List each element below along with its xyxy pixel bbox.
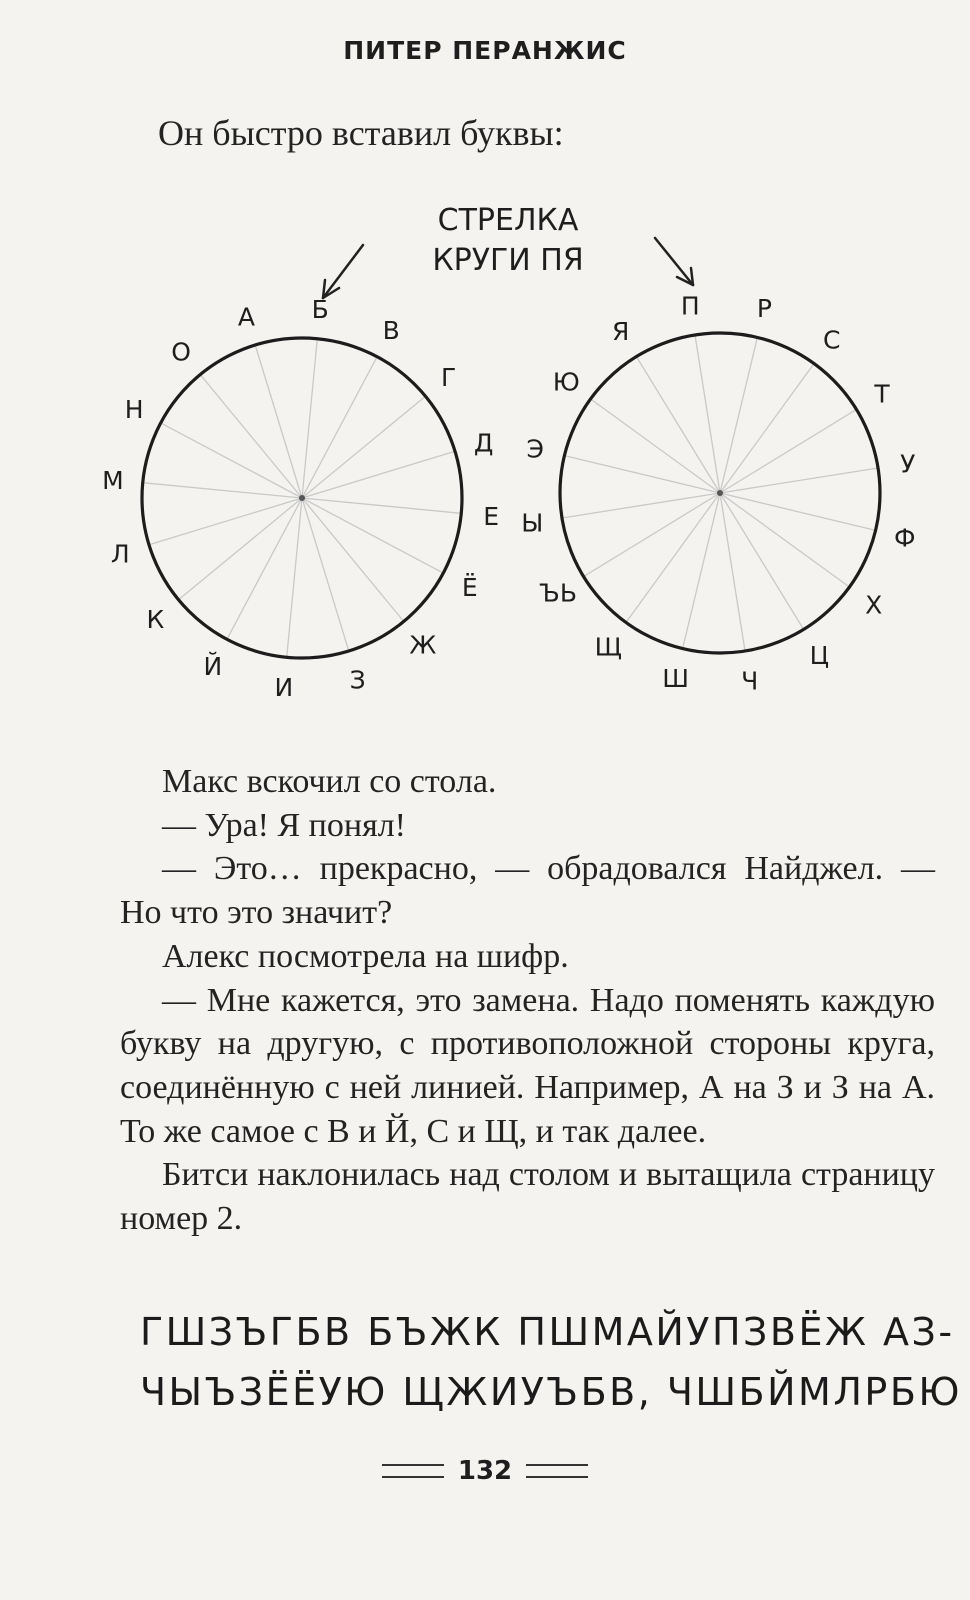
right-wheel-spoke: [564, 456, 720, 493]
right-wheel-spoke: [720, 337, 757, 493]
right-wheel-spoke: [591, 399, 720, 493]
page-footer: [0, 1456, 970, 1486]
page-number: 132: [457, 1456, 513, 1486]
body-text: [120, 760, 935, 1241]
right-wheel-letter: Р: [756, 294, 772, 324]
left-wheel-letter: О: [171, 337, 191, 367]
right-wheel-letter: Ч: [741, 666, 759, 696]
left-wheel-spoke: [302, 498, 349, 651]
right-wheel-letter: У: [900, 449, 916, 479]
right-arrow: [655, 238, 693, 285]
paragraph-3: — Это… прекрасно, — обрадовался Найджел. —: [162, 850, 935, 888]
right-wheel-spoke: [683, 493, 720, 649]
figure-caption-line-1: СТРЕЛКА: [437, 203, 579, 238]
cipher-line-1: ГШЗЪГБВ БЪЖК ПШМАЙУПЗВЁЖ АЗ-: [140, 1310, 955, 1354]
left-wheel-letter: З: [349, 665, 366, 695]
left-wheel-letter: Б: [311, 294, 329, 324]
left-cipher-wheel: [102, 295, 499, 702]
right-wheel-letter: Щ: [594, 632, 622, 662]
right-wheel-letter: Х: [865, 590, 883, 620]
intro-line: Он быстро вставил буквы:: [158, 113, 564, 153]
paragraph-4: Но что это значит?: [120, 894, 393, 932]
right-cipher-wheel: [521, 291, 915, 695]
right-wheel-letter: Ю: [552, 367, 580, 397]
left-wheel-letter: Й: [203, 651, 223, 681]
left-wheel-letter: Л: [110, 539, 130, 569]
right-wheel-letter: П: [680, 291, 700, 321]
right-wheel-spoke: [720, 493, 876, 530]
right-wheel-spoke: [626, 493, 720, 622]
right-wheel-letter: ЪЬ: [539, 578, 577, 608]
left-wheel-spoke: [255, 345, 302, 498]
left-wheel-letter: Ё: [461, 573, 478, 603]
right-wheel-letter: Я: [612, 317, 630, 346]
cipher-text: [140, 1302, 962, 1422]
right-wheel-letter: Ц: [809, 641, 830, 670]
left-wheel-spoke: [302, 498, 404, 622]
footer-rule-left: [382, 1464, 444, 1478]
left-wheel-letter: Д: [473, 428, 494, 458]
left-wheel-spoke: [179, 498, 303, 600]
left-wheel-letter: К: [146, 604, 165, 634]
right-wheel-letter: Ф: [894, 523, 916, 553]
left-wheel-letter: А: [237, 302, 255, 332]
cipher-wheels-figure: [95, 190, 945, 730]
left-wheel-letter: Н: [124, 394, 144, 424]
left-wheel-spoke: [200, 375, 302, 499]
footer-rule-right: [526, 1464, 588, 1478]
left-wheel-letter: М: [102, 465, 124, 495]
right-wheel-letter: С: [822, 325, 841, 355]
left-wheel-spoke: [149, 498, 302, 545]
right-wheel-spoke: [584, 493, 720, 577]
paragraph-2: — Ура! Я понял!: [162, 806, 406, 844]
right-wheel-spoke: [720, 364, 814, 493]
paragraph-5: Алекс посмотрела на шифр.: [162, 937, 569, 975]
paragraph-6: — Мне кажется, это замена. Надо поменять каждую букву на другую, с противоположной стороны круга, соединённую с ней линией. Например, А на З и З на А. То же самое с В и Й, С и Щ, и так далее.: [120, 981, 935, 1150]
right-wheel-spoke: [720, 468, 878, 493]
left-wheel-letter: И: [274, 673, 294, 703]
cipher-line-2: ЧЫЪЗЁЁУЮ ЩЖИУЪБВ, ЧШБЙМЛРБЮ: [140, 1370, 962, 1414]
right-wheel-spoke: [720, 493, 804, 629]
left-arrow: [323, 245, 363, 298]
left-wheel-spoke: [302, 451, 455, 498]
left-wheel-hub: [299, 495, 305, 501]
right-wheel-spoke: [636, 357, 720, 493]
paragraph-1: Макс вскочил со стола.: [162, 763, 497, 800]
left-wheel-letter: Г: [440, 363, 457, 393]
right-wheel-spoke: [562, 493, 720, 518]
right-wheel-hub: [717, 490, 723, 496]
left-wheel-letter: Е: [483, 502, 499, 532]
cipher-wheels-svg: [95, 190, 945, 730]
right-wheel-spoke: [720, 493, 849, 587]
right-wheel-letter: Ш: [662, 663, 689, 693]
right-wheel-spoke: [695, 335, 720, 493]
figure-caption-line-2: КРУГИ ПЯ: [432, 243, 584, 278]
paragraph-7: Битси наклонилась над столом и вытащила страницу номер 2.: [120, 1156, 935, 1238]
right-wheel-letter: Т: [874, 379, 890, 409]
right-wheel-letter: Ы: [521, 508, 544, 538]
left-wheel-spoke: [302, 396, 426, 498]
running-head: ПИТЕР ПЕРАНЖИС: [343, 36, 627, 65]
right-wheel-letter: Э: [526, 434, 544, 464]
left-wheel-letter: В: [382, 316, 400, 346]
left-wheel-letter: Ж: [409, 630, 437, 660]
right-wheel-spoke: [720, 493, 745, 651]
right-wheel-spoke: [720, 409, 856, 493]
